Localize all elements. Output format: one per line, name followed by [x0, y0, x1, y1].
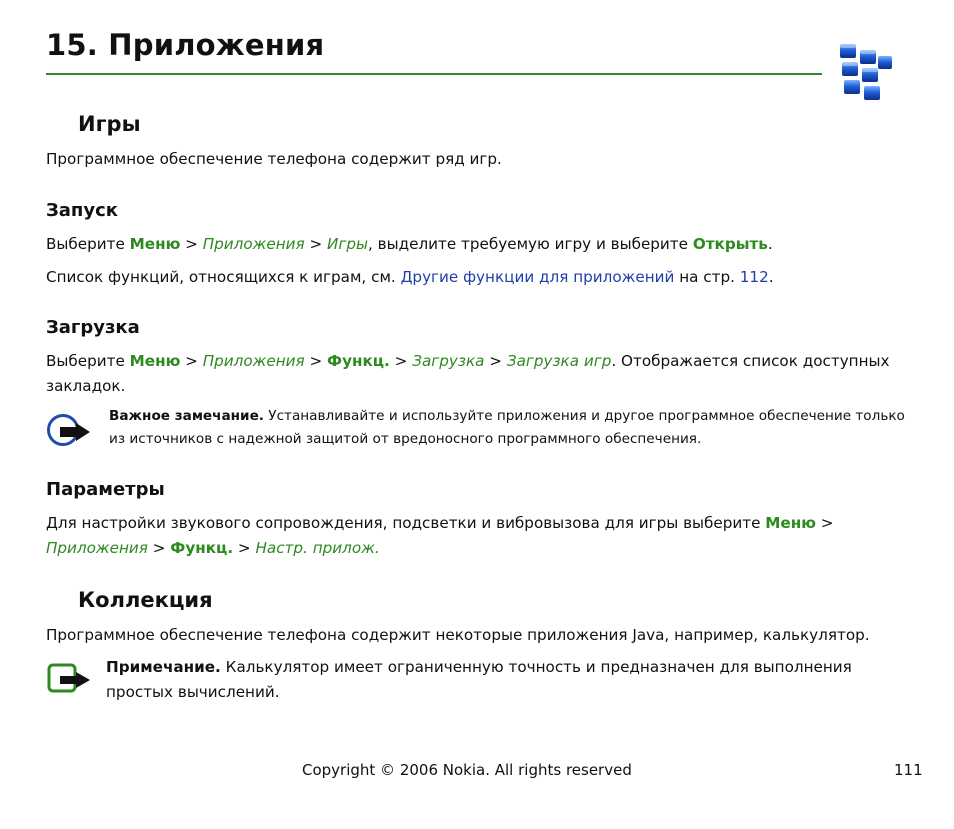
note-icon: [46, 662, 94, 696]
collection-intro: Программное обеспечение телефона содержит некоторые приложения Java, например, калькулятор.: [46, 626, 870, 644]
important-note-icon: [46, 412, 94, 448]
subheading-settings: Параметры: [46, 479, 165, 500]
section-heading-games: Игры: [78, 112, 141, 136]
settings-paragraph: Для настройки звукового сопровождения, подсветки и вибровызова для игры выберите Меню > Приложения > Функц. > Настр. прилож.: [46, 514, 834, 557]
section-heading-collection: Коллекция: [78, 588, 213, 612]
page-reference-link[interactable]: 112: [739, 268, 769, 286]
chapter-title: 15. Приложения: [46, 28, 325, 62]
important-note: Важное замечание. Устанавливайте и используйте приложения и другое программное обеспечение только из источников с надежной защитой от вредоносного программного обеспечения.: [109, 408, 905, 447]
games-intro: Программное обеспечение телефона содержит ряд игр.: [46, 150, 502, 168]
title-rule: [46, 73, 822, 75]
collection-note: Примечание. Калькулятор имеет ограниченную точность и предназначен для выполнения простых вычислений.: [106, 658, 852, 701]
subheading-launch: Запуск: [46, 200, 118, 221]
download-paragraph: Выберите Меню > Приложения > Функц. > Загрузка > Загрузка игр. Отображается список доступных закладок.: [46, 352, 890, 395]
subheading-download: Загрузка: [46, 317, 140, 338]
menu-link: Меню: [129, 235, 181, 253]
footer-copyright: Copyright © 2006 Nokia. All rights reserved: [302, 761, 632, 779]
page-number: 111: [894, 761, 923, 779]
open-command: Открыть: [692, 235, 768, 253]
launch-paragraph: Выберите Меню > Приложения > Игры, выделите требуемую игру и выберите Открыть.: [46, 235, 773, 253]
apps-link: Приложения: [202, 235, 305, 253]
games-link: Игры: [327, 235, 369, 253]
applications-icon: [834, 40, 898, 110]
other-app-functions-link[interactable]: Другие функции для приложений: [400, 268, 675, 286]
launch-see-also: Список функций, относящихся к играм, см. Другие функции для приложений на стр. 112.: [46, 268, 774, 286]
